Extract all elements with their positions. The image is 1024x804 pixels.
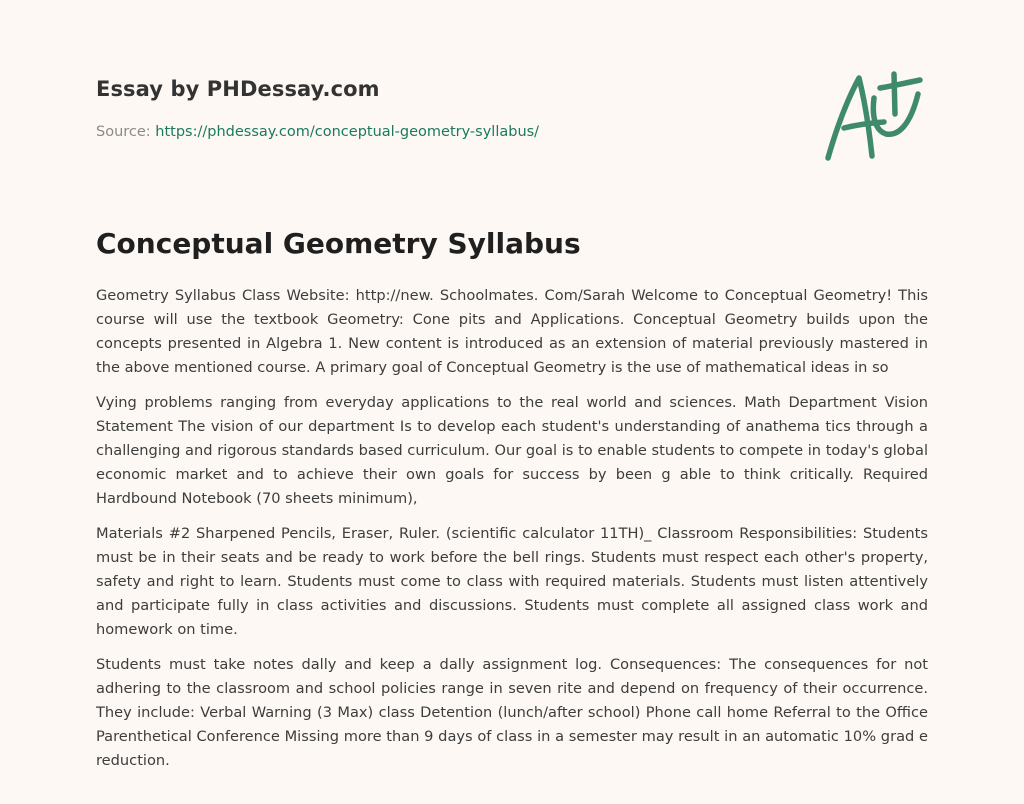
body-paragraph: Materials #2 Sharpened Pencils, Eraser, Ruler. (scientific calculator 11TH)_ Classroom Responsibilities: Students must be in their seats and be ready to work before the bell rings. Students must respect each other's property, safety and right to learn. Students must come to class with required materials. Students must listen attentively and participate fully in class activities and discussions. Students must complete all assigned class work and homework on time. <box>96 525 928 638</box>
document-body <box>96 284 928 784</box>
a-plus-grade-icon <box>822 68 928 164</box>
source-line <box>96 124 539 140</box>
source-link[interactable]: https://phdessay.com/conceptual-geometry-syllabus/ <box>155 124 540 140</box>
body-paragraph: Geometry Syllabus Class Website: http://new. Schoolmates. Com/Sarah Welcome to Conceptual Geometry! This course will use the textbook Geometry: Cone pits and Applications. Conceptual Geometry builds upon the concepts presented in Algebra 1. New content is introduced as an extension of material previously mastered in the above mentioned course. A primary goal of Conceptual Geometry is the use of mathematical ideas in so <box>96 287 928 376</box>
essay-header-brand: Essay by PHDessay.com <box>96 77 380 101</box>
source-label: Source: <box>96 124 156 140</box>
body-paragraph: Students must take notes dally and keep a dally assignment log. Consequences: The consequences for not adhering to the classroom and school policies range in seven rite and depend on frequency of their occurrence. They include: Verbal Warning (3 Max) class Detention (lunch/after school) Phone call home Referral to the Office Parenthetical Conference Missing more than 9 days of class in a semester may result in an automatic 10% grad e reduction. <box>96 656 928 769</box>
body-paragraph: Vying problems ranging from everyday applications to the real world and sciences. Math Department Vision Statement The vision of our department Is to develop each student's understanding of anathema tics through a challenging and rigorous standards based curriculum. Our goal is to enable students to compete in today's global economic market and to achieve their own goals for success by been g able to think critically. Required Hardbound Notebook (70 sheets minimum), <box>96 394 928 507</box>
document-title: Conceptual Geometry Syllabus <box>96 227 581 260</box>
